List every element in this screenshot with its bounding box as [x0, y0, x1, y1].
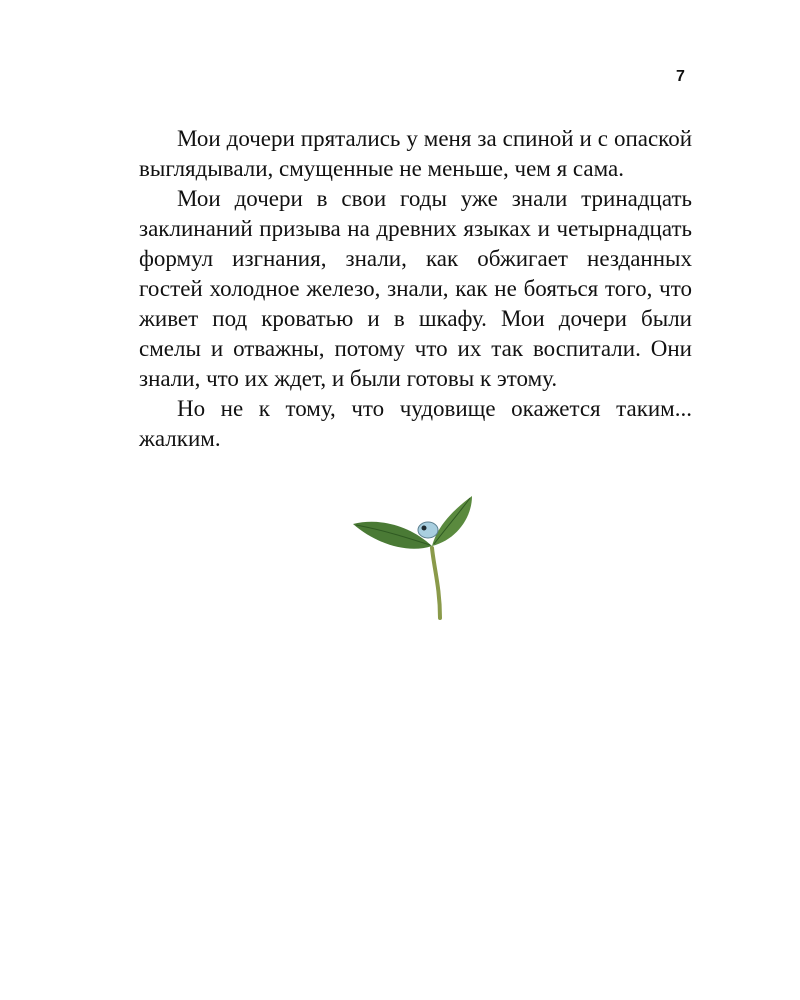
sprout-stem	[432, 548, 440, 618]
paragraph: Но не к тому, что чудовище окажется таким... жалким.	[139, 396, 692, 451]
paragraph: Мои дочери прятались у меня за спиной и с опаской выглядывали, смущенные не меньше, чем я сама.	[139, 126, 692, 181]
sprout-with-eye-icon	[348, 488, 480, 628]
body-text	[139, 124, 692, 454]
page-number: 7	[676, 68, 685, 85]
sprout-eye	[418, 522, 438, 538]
paragraph: Мои дочери в свои годы уже знали тринадцать заклинаний призыва на древних языках и четырнадцать формул изгнания, знали, как обжигает незданных гостей холодное железо, знали, как не бояться того, что живет под кроватью и в шкафу. Мои дочери были смелы и отважны, потому что их так воспитали. Они знали, что их ждет, и были готовы к этому.	[139, 186, 692, 391]
